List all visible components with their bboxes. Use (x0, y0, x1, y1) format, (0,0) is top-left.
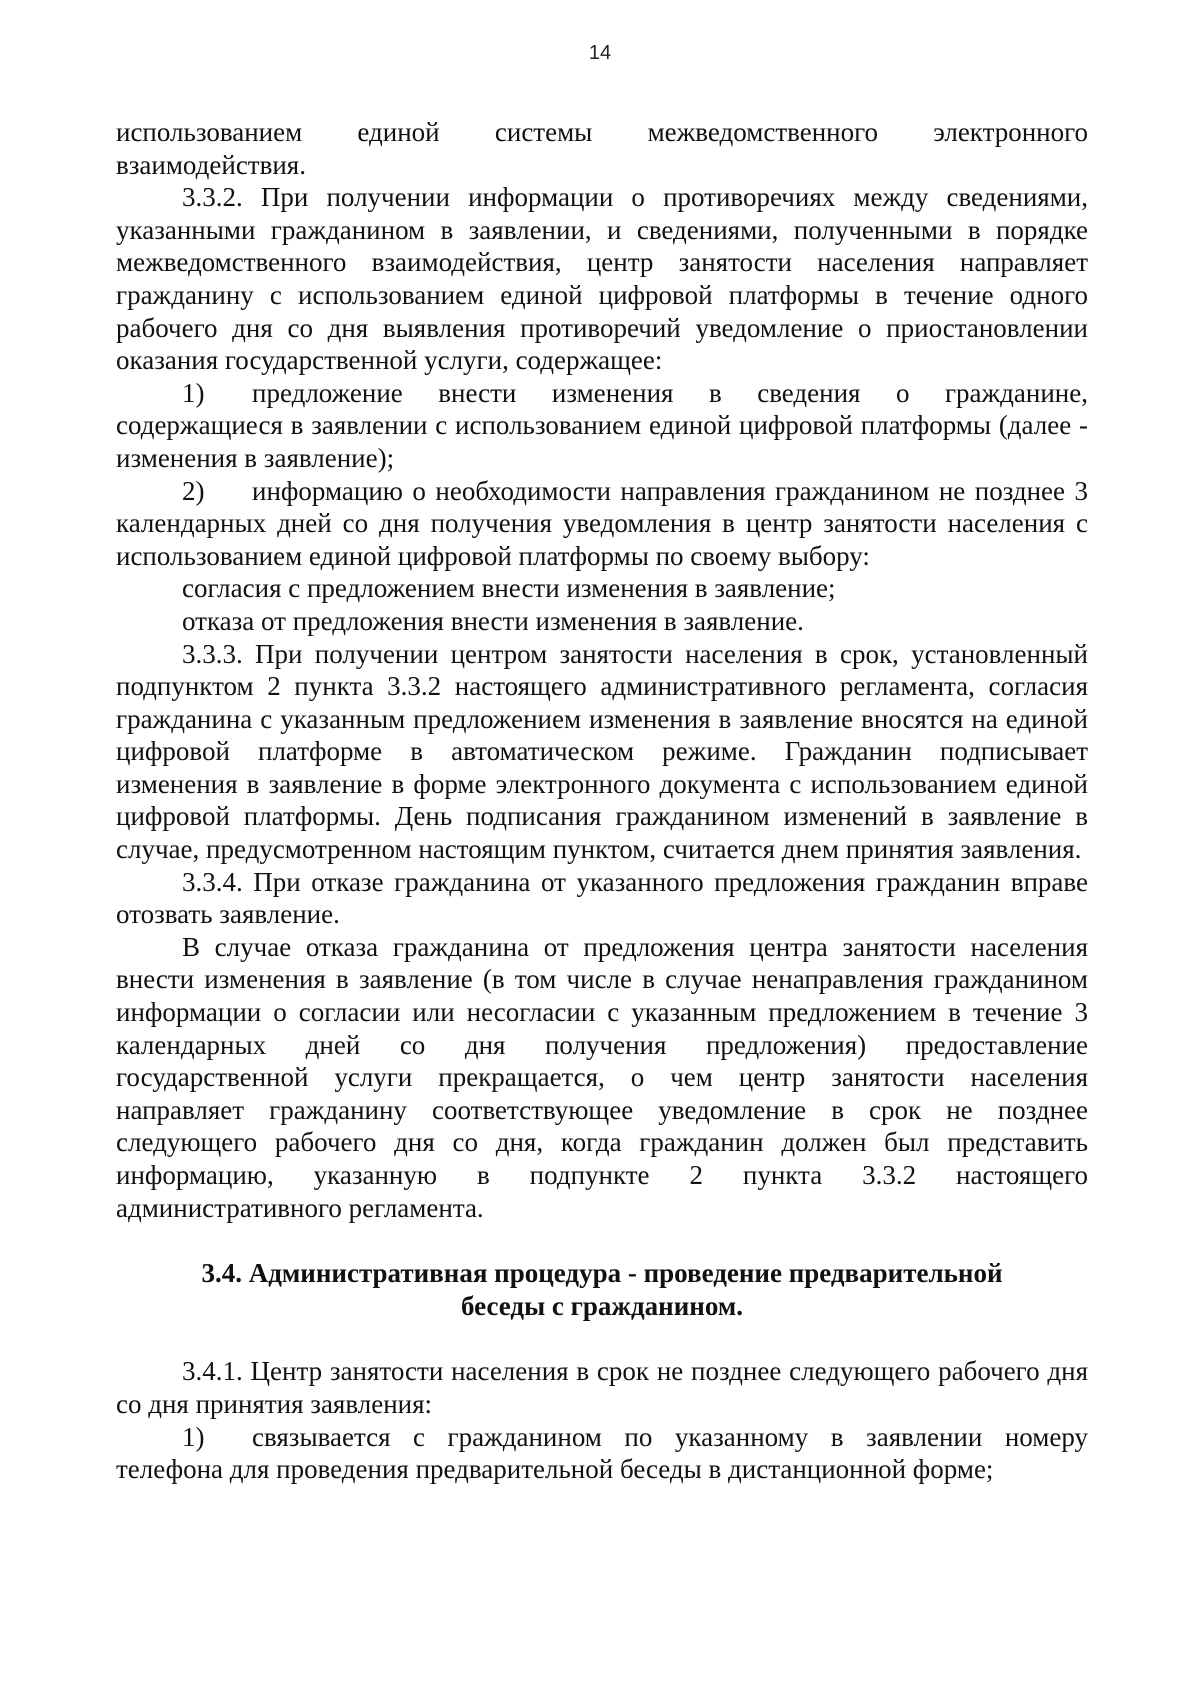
paragraph-3-4-1: 3.4.1. Центр занятости населения в срок не позднее следующего рабочего дня со дня принятия заявления: (116, 1356, 1088, 1419)
document-body (116, 116, 1088, 1486)
paragraph-continuation: использованием единой системы межведомственного электронного взаимодействия. (116, 117, 1088, 180)
list-item-text: информацию о необходимости направления гражданином не позднее 3 календарных дней со дня получения уведомления в центр занятости населения с использованием единой цифровой платформы по своему выбору: (116, 475, 1088, 571)
list-item-number: 1) (182, 1421, 205, 1452)
list-item-number: 2) (182, 475, 205, 506)
list-item-text: связывается с гражданином по указанному в заявлении номеру телефона для проведения предварительной беседы в дистанционной форме; (116, 1421, 1088, 1485)
sub-option: согласия с предложением внести изменения в заявление; (182, 573, 836, 604)
paragraph-3-3-4: 3.3.4. При отказе гражданина от указанного предложения гражданин вправе отозвать заявление. (116, 866, 1088, 930)
list-item-number: 1) (182, 377, 205, 408)
section-heading: 3.4. Административная процедура - проведение предварительной беседы с гражданином. (201, 1258, 1003, 1321)
page-number: 14 (588, 42, 612, 64)
paragraph-refusal: В случае отказа гражданина от предложения центра занятости населения внести изменения в заявление (в том числе в случае ненаправления гражданином информации о согласии или несогласии с указанным предложением в течение 3 календарных дней со дня получения предложения) предоставление государственной услуги прекращается, о чем центр занятости населения направляет гражданину соответствующее уведомление в срок не позднее следующего рабочего дня со дня, когда гражданин должен был представить информацию, указанную в подпункте 2 пункта 3.3.2 настоящего административного регламента. (116, 931, 1088, 1223)
list-item (116, 377, 1088, 475)
list-item (116, 475, 1088, 573)
list-item (116, 1421, 1088, 1486)
sub-option: отказа от предложения внести изменения в заявление. (182, 605, 804, 636)
paragraph-3-3-3: 3.3.3. При получении центром занятости населения в срок, установленный подпунктом 2 пункта 3.3.2 настоящего административного регламента, согласия гражданина с указанным предложением изменения в заявление вносятся на единой цифровой платформе в автоматическом режиме. Гражданин подписывает изменения в заявление в форме электронного документа с использованием единой цифровой платформы. День подписания гражданином изменений в заявление в случае, предусмотренном настоящим пунктом, считается днем принятия заявления. (116, 638, 1088, 865)
paragraph-3-3-2: 3.3.2. При получении информации о противоречиях между сведениями, указанными гражданином в заявлении, и сведениями, полученными в порядке межведомственного взаимодействия, центр занятости населения направляет гражданину с использованием единой цифровой платформы в течение одного рабочего дня со дня выявления противоречий уведомление о приостановлении оказания государственной услуги, содержащее: (116, 182, 1088, 376)
list-item-text: предложение внести изменения в сведения о гражданине, содержащиеся в заявлении с использованием единой цифровой платформы (далее - изменения в заявление); (116, 377, 1088, 473)
